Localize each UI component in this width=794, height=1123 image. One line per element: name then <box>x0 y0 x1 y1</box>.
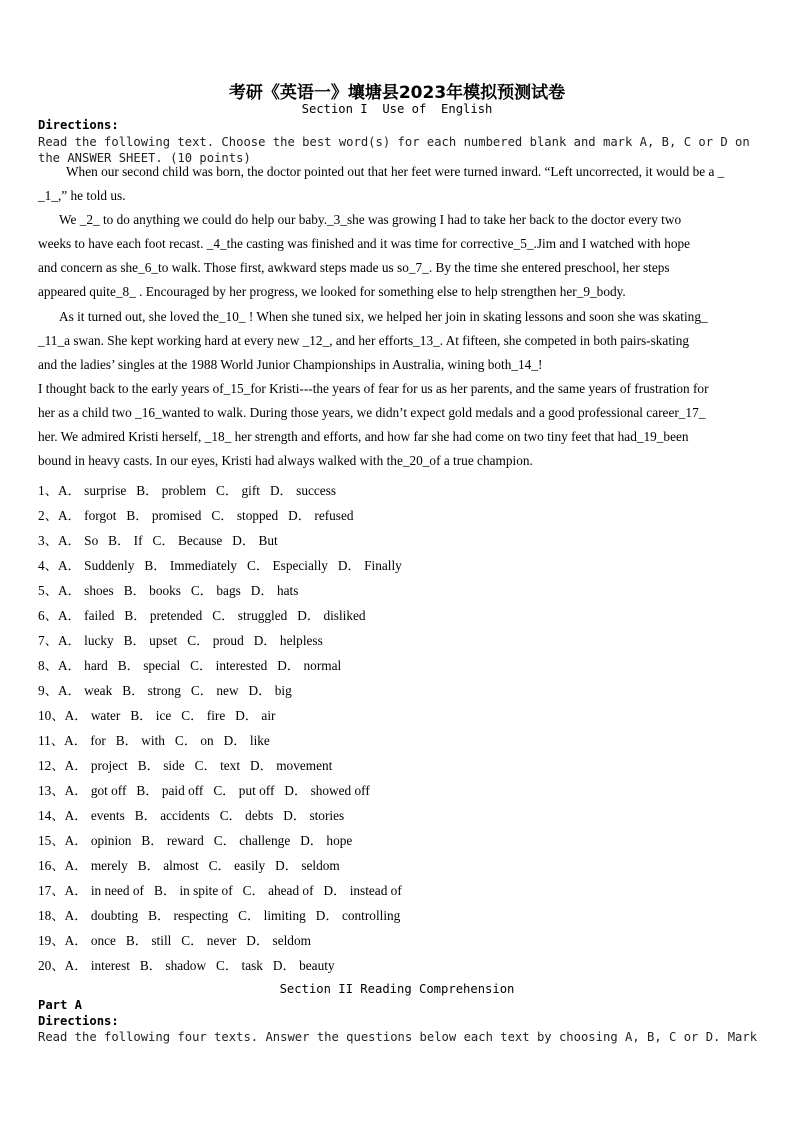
option-row: 15、A． opinion B． reward C． challenge D． hope <box>38 833 353 848</box>
option-row: 9、A． weak B． strong C． new D． big <box>38 683 292 698</box>
option-row: 8、A． hard B． special C． interested D． normal <box>38 658 342 673</box>
option-row: 16、A． merely B． almost C． easily D． seldom <box>38 858 340 873</box>
option-row: 3、A． So B． If C． Because D． But <box>38 533 278 548</box>
passage-line: _1_,” he told us. <box>38 188 126 203</box>
passage-line: weeks to have each foot recast. _4_the casting was finished and it was time for corrective_5_.Jim and I watched with hope <box>38 236 691 251</box>
option-row: 14、A． events B． accidents C． debts D． stories <box>38 808 345 823</box>
passage-line: We _2_ to do anything we could do help our baby._3_she was growing I had to take her back to the doctor every two <box>59 212 682 227</box>
directions-2-text: Read the following four texts. Answer the questions below each text by choosing A, B, C or D. Mark <box>38 1030 758 1044</box>
part-a-label: Part A <box>38 998 83 1012</box>
option-row: 11、A． for B． with C． on D． like <box>38 733 270 748</box>
passage-line: and the ladies’ singles at the 1988 World Junior Championships in Australia, wining both_14_! <box>38 357 543 372</box>
passage-line: and concern as she_6_to walk. Those first, awkward steps made us so_7_. By the time she entered preschool, her steps <box>38 260 670 275</box>
option-row: 18、A． doubting B． respecting C． limiting D． controlling <box>38 908 401 923</box>
option-row: 10、A． water B． ice C． fire D． air <box>38 708 276 723</box>
passage-line: When our second child was born, the doctor pointed out that her feet were turned inward. “Left uncorrected, it would be a _ <box>66 164 725 179</box>
option-row: 5、A． shoes B． books C． bags D． hats <box>38 583 299 598</box>
option-row: 12、A． project B． side C． text D． movement <box>38 758 333 773</box>
directions-2-label: Directions: <box>38 1014 119 1028</box>
option-row: 6、A． failed B． pretended C． struggled D． disliked <box>38 608 366 623</box>
passage-line: bound in heavy casts. In our eyes, Kristi had always walked with the_20_of a true champion. <box>38 453 533 468</box>
option-row: 7、A． lucky B． upset C． proud D． helpless <box>38 633 323 648</box>
passage-line: appeared quite_8_ . Encouraged by her progress, we looked for something else to help strengthen her_9_body. <box>38 284 626 299</box>
section-2-heading: Section II Reading Comprehension <box>279 982 515 996</box>
passage-line: As it turned out, she loved the_10_ ! When she tuned six, we helped her join in skating lessons and soon she was skating_ <box>59 309 708 324</box>
option-row: 13、A． got off B． paid off C． put off D． showed off <box>38 783 370 798</box>
directions-text: Read the following text. Choose the best word(s) for each numbered blank and mark A, B, C or D on the ANSWER SHEET. (10 points) <box>38 135 750 165</box>
directions-label: Directions: <box>38 118 119 132</box>
option-row: 19、A． once B． still C． never D． seldom <box>38 933 311 948</box>
passage-line: her. We admired Kristi herself, _18_ her strength and efforts, and how far she had come on two tiny feet that had_19_been <box>38 429 689 444</box>
option-row: 2、A． forgot B． promised C． stopped D． refused <box>38 508 354 523</box>
section-1-heading: Section I Use of English <box>301 102 493 116</box>
passage-line: I thought back to the early years of_15_for Kristi---the years of fear for us as her parents, and the same years of frustration for <box>38 381 709 396</box>
passage-line: _11_a swan. She kept working hard at every new _12_, and her efforts_13_. At fifteen, she competed in both pairs-skating <box>38 333 690 348</box>
passage-line: her as a child two _16_wanted to walk. During those years, we didn’t expect gold medals and a good professional career_17_ <box>38 405 706 420</box>
page-title: 考研《英语一》壤塘县2023年模拟预测试卷 <box>228 83 566 103</box>
option-row: 1、A． surprise B． problem C． gift D． success <box>38 483 337 498</box>
option-row: 17、A． in need of B． in spite of C． ahead of D． instead of <box>38 883 402 898</box>
option-row: 4、A． Suddenly B． Immediately C． Especially D． Finally <box>38 558 402 573</box>
option-row: 20、A． interest B． shadow C． task D． beauty <box>38 958 335 973</box>
